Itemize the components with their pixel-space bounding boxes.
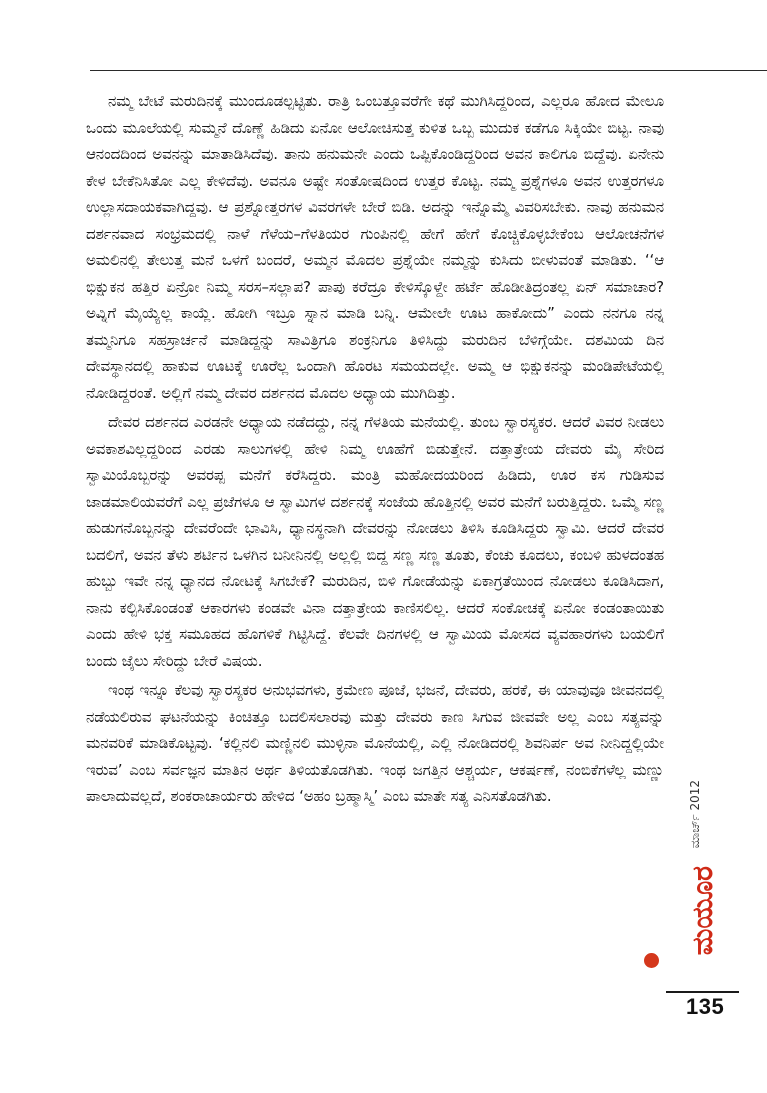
page-number-rule [666, 991, 739, 993]
issue-month-year: ಮಾರ್ಚ್ 2012 [688, 780, 702, 849]
page-number: 135 [686, 994, 725, 1019]
paragraph-1: ನಮ್ಮ ಬೇಟೆ ಮರುದಿನಕ್ಕೆ ಮುಂದೂಡಲ್ಪಟ್ಟಿತು. ರಾತ್ರಿ ಒಂಬತ್ತೂವರೆಗೇ ಕಥೆ ಮುಗಿಸಿದ್ದರಿಂದ, ಎಲ್ಲರೂ ಹೋದ ಮೇಲೂ ಒಂದು ಮೂಲೆಯಲ್ಲಿ ಸುಮ್ಮನೆ ದೊಣ್ಣೆ ಹಿಡಿದು ಏನೋ ಆಲೋಚಿಸುತ್ತ ಕುಳಿತ ಒಬ್ಬ ಮುದುಕ ಕಡೆಗೂ ಸಿಕ್ಕಿಯೇ ಬಿಟ್ಟ. ನಾವು ಆನಂದದಿಂದ ಅವನನ್ನು ಮಾತಾಡಿಸಿದೆವು. ತಾನು ಹನುಮನೇ ಎಂದು ಒಪ್ಪಿಕೊಂಡಿದ್ದರಿಂದ ಅವನ ಕಾಲಿಗೂ ಬಿದ್ದೆವು. ಏನೇನು ಕೇಳ ಬೇಕೆನಿಸಿತೋ ಎಲ್ಲ ಕೇಳಿದೆವು. ಅವನೂ ಅಷ್ಟೇ ಸಂತೋಷದಿಂದ ಉತ್ತರ ಕೊಟ್ಟ. ನಮ್ಮ ಪ್ರಶ್ನೆಗಳೂ ಅವನ ಉತ್ತರಗಳೂ ಉಲ್ಲಾಸದಾಯಕವಾಗಿದ್ದವು. ಆ ಪ್ರಶ್ನೋತ್ತರಗಳ ವಿವರಗಳೇ ಬೇರೆ ಬಿಡಿ. ಅದನ್ನು ಇನ್ನೊಮ್ಮೆ ವಿವರಿಸಬೇಕು. ನಾವು ಹನುಮನ ದರ್ಶನವಾದ ಸಂಭ್ರಮದಲ್ಲಿ ನಾಳೆ ಗೆಳೆಯ–ಗೆಳತಿಯರ ಗುಂಪಿನಲ್ಲಿ ಹೇಗೆ ಹೇಗೆ ಕೊಚ್ಚಿಕೊಳ್ಳಬೇಕೆಂಬ ಆಲೋಚನೆಗಳ ಅಮಲಿನಲ್ಲಿ ತೇಲುತ್ತ ಮನೆ ಒಳಗೆ ಬಂದರೆ, ಅಮ್ಮನ ಮೊದಲ ಪ್ರಶ್ನೆಯೇ ನಮ್ಮನ್ನು ಕುಸಿದು ಬೀಳುವಂತೆ ಮಾಡಿತು. ‘‘ಆ ಭಿಕ್ಷುಕನ ಹತ್ತಿರ ಏನ್ರೋ ನಿಮ್ಮ ಸರಸ–ಸಲ್ಲಾಪ? ಪಾಪು ಕರೆದ್ರೂ ಕೇಳಿಸ್ಕೊಳ್ದೇ ಹರ್ಟೆ ಹೊಡೀತಿದ್ರಂತಲ್ಲ ಏನ್ ಸಮಾಚಾರ? ಅವ್ನಿಗೆ ಮೈಯ್ಯೆಲ್ಲ ಕಾಯ್ಲೆ. ಹೋಗಿ ಇಬ್ರೂ ಸ್ನಾನ ಮಾಡಿ ಬನ್ನಿ. ಆಮೇಲೇ ಊಟ ಹಾಕೋದು” ಎಂದು ನನಗೂ ನನ್ನ ತಮ್ಮನಿಗೂ ಸಹಸ್ರಾರ್ಚನೆ ಮಾಡಿದ್ದನ್ನು ಸಾವಿತ್ರಿಗೂ ಶಂಕ್ರನಿಗೂ ತಿಳಿಸಿದ್ದು ಮರುದಿನ ಬೆಳಿಗ್ಗೆಯೇ. ದಶಮಿಯ ದಿನ ದೇವಸ್ಥಾನದಲ್ಲಿ ಹಾಕುವ ಊಟಕ್ಕೆ ಊರೆಲ್ಲ ಒಂದಾಗಿ ಹೊರಟ ಸಮಯದಲ್ಲೇ. ಅಮ್ಮ ಆ ಭಿಕ್ಷುಕನನ್ನು ಮಂಡಿಪೇಟೆಯಲ್ಲಿ ನೋಡಿದ್ದರಂತೆ. ಅಲ್ಲಿಗೆ ನಮ್ಮ ದೇವರ ದರ್ಶನದ ಮೊದಲ ಅಧ್ಯಾಯ ಮುಗಿದಿತ್ತು. [86, 92, 664, 402]
paragraph-2: ದೇವರ ದರ್ಶನದ ಎರಡನೇ ಅಧ್ಯಾಯ ನಡೆದದ್ದು, ನನ್ನ ಗೆಳತಿಯ ಮನೆಯಲ್ಲಿ. ತುಂಬ ಸ್ವಾರಸ್ಯಕರ. ಆದರೆ ವಿವರ ನೀಡಲು ಅವಕಾಶವಿಲ್ಲದ್ದರಿಂದ ಎರಡು ಸಾಲುಗಳಲ್ಲಿ ಹೇಳಿ ನಿಮ್ಮ ಊಹೆಗೆ ಬಿಡುತ್ತೇನೆ. ದತ್ತಾತ್ರೇಯ ದೇವರು ಮೈ ಸೇರಿದ ಸ್ವಾಮಿಯೊಬ್ಬರನ್ನು ಅವರಪ್ಪ ಮನೆಗೆ ಕರೆಸಿದ್ದರು. ಮಂತ್ರಿ ಮಹೋದಯರಿಂದ ಹಿಡಿದು, ಊರ ಕಸ ಗುಡಿಸುವ ಜಾಡಮಾಲಿಯವರೆಗೆ ಎಲ್ಲ ಪ್ರಜೆಗಳೂ ಆ ಸ್ವಾಮಿಗಳ ದರ್ಶನಕ್ಕೆ ಸಂಜೆಯ ಹೊತ್ತಿನಲ್ಲಿ ಅವರ ಮನೆಗೆ ಬರುತ್ತಿದ್ದರು. ಒಮ್ಮೆ ಸಣ್ಣ ಹುಡುಗನೊಬ್ಬನನ್ನು ದೇವರೆಂದೇ ಭಾವಿಸಿ, ಧ್ಯಾನಸ್ಥನಾಗಿ ದೇವರನ್ನು ನೋಡಲು ತಿಳಿಸಿ ಕೂಡಿಸಿದ್ದರು ಸ್ವಾಮಿ. ಆದರೆ ದೇವರ ಬದಲಿಗೆ, ಅವನ ತೆಳು ಶರ್ಟಿನ ಒಳಗಿನ ಬನೀನಿನಲ್ಲಿ ಅಲ್ಲಲ್ಲಿ ಬಿದ್ದ ಸಣ್ಣ ಸಣ್ಣ ತೂತು, ಕೆಂಚು ಕೂದಲು, ಕಂಬಳಿ ಹುಳದಂತಹ ಹುಬ್ಬು ಇವೇ ನನ್ನ ಧ್ಯಾನದ ನೋಟಕ್ಕೆ ಸಿಗಬೇಕೆ? ಮರುದಿನ, ಬಿಳಿ ಗೋಡೆಯನ್ನು ಏಕಾಗ್ರತೆಯಿಂದ ನೋಡಲು ಕೂಡಿಸಿದಾಗ, ನಾನು ಕಲ್ಪಿಸಿಕೊಂಡಂತೆ ಆಕಾರಗಳು ಕಂಡವೇ ವಿನಾ ದತ್ತಾತ್ರೇಯ ಕಾಣಿಸಲಿಲ್ಲ. ಆದರೆ ಸಂಕೋಚಕ್ಕೆ ಏನೋ ಕಂಡಂತಾಯಿತು ಎಂದು ಹೇಳಿ ಭಕ್ತ ಸಮೂಹದ ಹೊಗಳಿಕೆ ಗಿಟ್ಟಿಸಿದ್ದೆ. ಕೆಲವೇ ದಿನಗಳಲ್ಲಿ ಆ ಸ್ವಾಮಿಯ ಮೋಸದ ವ್ಯವಹಾರಗಳು ಬಯಲಿಗೆ ಬಂದು ಜೈಲು ಸೇರಿದ್ದು ಬೇರೆ ವಿಷಯ. [86, 413, 664, 670]
magazine-title-logo: ಮಯೂರ [686, 866, 719, 956]
accent-dot-icon [644, 953, 659, 968]
article-body [86, 88, 664, 813]
paragraph-3: ಇಂಥ ಇನ್ನೂ ಕೆಲವು ಸ್ವಾರಸ್ಯಕರ ಅನುಭವಗಳು, ಕ್ರಮೇಣ ಪೂಜೆ, ಭಜನೆ, ದೇವರು, ಹರಕೆ, ಈ ಯಾವುವೂ ಜೀವನದಲ್ಲಿ ನಡೆಯಲಿರುವ ಘಟನೆಯನ್ನು ಕಿಂಚಿತ್ತೂ ಬದಲಿಸಲಾರವು ಮತ್ತು ದೇವರು ಕಾಣ ಸಿಗುವ ಜೀವವೇ ಅಲ್ಲ ಎಂಬ ಸತ್ಯವನ್ನು ಮನವರಿಕೆ ಮಾಡಿಕೊಟ್ಟವು. ‘ಕಲ್ಲಿನಲಿ ಮಣ್ಣಿನಲಿ ಮುಳ್ಳಿನಾ ಮೊನೆಯಲ್ಲಿ, ಎಲ್ಲಿ ನೋಡಿದರಲ್ಲಿ ಶಿವನಿರ್ಪ ಅವ ನೀನಿದ್ದಲ್ಲಿಯೇ ಇರುವ’ ಎಂಬ ಸರ್ವಜ್ಞನ ಮಾತಿನ ಅರ್ಥ ತಿಳಿಯತೊಡಗಿತು. ಇಂಥ ಜಗತ್ತಿನ ಆಶ್ಚರ್ಯ, ಆಕರ್ಷಣೆ, ನಂಬಿಕೆಗಳೆಲ್ಲ ಮಣ್ಣು ಪಾಲಾದುವಲ್ಲದೆ, ಶಂಕರಾಚಾರ್ಯರು ಹೇಳಿದ ‘ಅಹಂ ಬ್ರಹ್ಮಾಸ್ಮಿ’ ಎಂಬ ಮಾತೇ ಸತ್ಯ ಎನಿಸತೊಡಗಿತು. [86, 681, 664, 805]
top-rule [90, 70, 767, 71]
magazine-sidebar [688, 780, 724, 990]
